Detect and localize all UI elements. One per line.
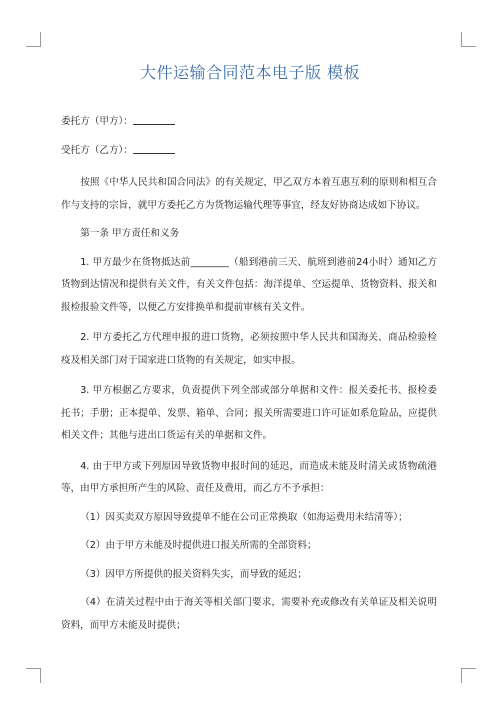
page-corner-mark-bottom-right	[461, 668, 476, 683]
article-1-subitem-3: （3）因甲方所提供的报关资料失实，而导致的延迟；	[80, 568, 307, 580]
article-1-heading: 第一条 甲方责任和义务	[80, 228, 180, 239]
trustee-label: 受托方（乙方）：	[61, 144, 133, 156]
article-1-subitem-1: （1）因买卖双方原因导致提单不能在公司正常换取（如海运费用未结清等）；	[80, 511, 408, 523]
page-corner-mark-top-left	[26, 32, 41, 47]
intro-paragraph: 按照《中华人民共和国合同法》的有关规定，甲乙双方本着互惠互利的原则和相互合作与支持的宗旨，就甲方委托乙方为货物运输代理等事宜，经友好协商达成如下协议。	[61, 177, 437, 211]
client-party-line	[61, 111, 437, 134]
page-corner-mark-bottom-left	[26, 668, 41, 683]
article-1-item-2: 2. 甲方委托乙方代理申报的进口货物，必须按照中华人民共和国海关、商品检验检疫及相关部门对于国家进口货物的有关规定，如实申报。	[61, 332, 437, 366]
article-1-item-3: 3. 甲方根据乙方要求，负责提供下列全部或部分单据和文件：报关委托书、报检委托书；手册；正本提单、发票、箱单、合同；报关所需要进口许可证如系危险品，应提供相关文件；其他与进出口货运有关的单据和文件。	[61, 385, 437, 441]
article-1-item-1: 1. 甲方最少在货物抵达前________（船到港前三天、航班到港前24小时）通知乙方货物到达情况和提供有关文件，有关文件包括：海洋提单、空运提单、货物资料、报关和报检报验文件等，以便乙方安排换单和提前审核有关文件。	[61, 256, 437, 313]
page-corner-mark-top-right	[461, 32, 476, 47]
client-label: 委托方（甲方）：	[61, 116, 133, 127]
article-1-subitem-2: （2）由于甲方未能及时提供进口报关所需的全部资料；	[80, 540, 317, 551]
document-body	[61, 111, 437, 637]
document-title: 大件运输合同范本电子版 模板	[139, 63, 361, 82]
trustee-party-line	[61, 140, 437, 163]
article-1-item-4: 4. 由于甲方或下列原因导致货物申报时间的延迟，而造成未能及时清关或货物疏港等，由甲方承担所产生的风险、责任及费用，而乙方不予承担：	[61, 460, 437, 494]
client-value-blank	[133, 114, 175, 125]
trustee-value-blank	[133, 143, 175, 154]
article-1-subitem-4: （4）在清关过程中由于海关等相关部门要求，需要补充或修改有关单证及相关说明资料，而甲方未能及时提供；	[61, 597, 437, 631]
